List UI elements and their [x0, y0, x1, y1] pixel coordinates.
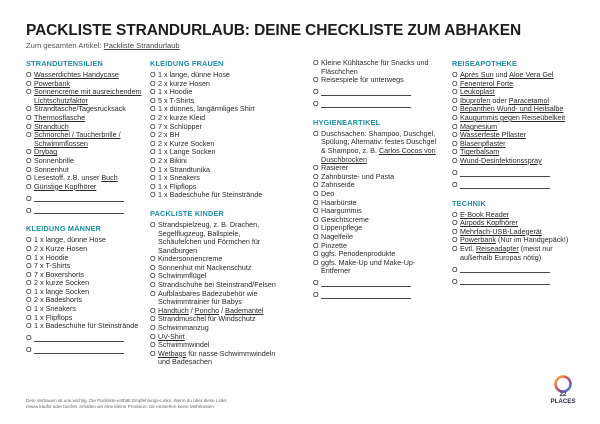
item-link[interactable]: Après Sun: [460, 70, 494, 79]
checklist-item[interactable]: [313, 130, 441, 164]
footer-disclaimer: [26, 398, 306, 410]
item-text: 1 x Hoodie: [34, 252, 69, 262]
checkbox-icon[interactable]: O: [313, 188, 319, 198]
checkbox-icon[interactable]: O: [26, 173, 32, 183]
checkbox-icon[interactable]: O: [150, 288, 156, 298]
item-link[interactable]: Aloe Vera Gel: [509, 70, 554, 79]
checkbox-icon[interactable]: O: [150, 271, 156, 281]
write-in-line[interactable]: [460, 176, 550, 177]
item-text: 1 x Flipflops: [158, 181, 197, 191]
item-text: Strandspielzeug, z. B. Drachen, Segelflugzeug, Ballspiele, Schäufelchen und Förmchen für Sandburgen: [158, 219, 261, 255]
item-text: 1 x Badeschuhe für Steinstrände: [34, 321, 139, 331]
checkbox-icon[interactable]: O: [26, 155, 32, 165]
item-label: [460, 157, 580, 166]
checkbox-icon[interactable]: O: [452, 130, 458, 140]
checkbox-icon[interactable]: O: [26, 269, 32, 279]
item-text: Haarbürste: [321, 197, 357, 207]
checklist-item[interactable]: [150, 221, 278, 255]
item-link[interactable]: Thermosflasche: [34, 112, 86, 122]
item-text: 2 x kurze Hosen: [158, 78, 210, 88]
item-link[interactable]: Wund-Desinfektionsspray: [460, 155, 542, 165]
checkbox-icon[interactable]: O: [452, 218, 458, 228]
checklist-item[interactable]: [313, 76, 441, 85]
blank-entry[interactable]: [452, 274, 580, 286]
item-link[interactable]: Mehrfach-USB-Ladegerät: [460, 226, 542, 236]
checklist-item[interactable]: [150, 350, 278, 367]
checkbox-icon[interactable]: O: [313, 128, 319, 138]
checkbox-icon[interactable]: O: [26, 147, 32, 157]
item-label: [158, 350, 278, 367]
blank-entry[interactable]: [313, 97, 441, 109]
checkbox-icon[interactable]: O: [150, 121, 156, 131]
section-heading: REISEAPOTHEKE: [452, 59, 518, 68]
item-text: und: [493, 70, 510, 79]
blank-entry[interactable]: [313, 85, 441, 97]
item-link[interactable]: Günstige Kopfhörer: [34, 181, 97, 191]
checkbox-icon[interactable]: O: [26, 87, 32, 97]
checkbox-icon[interactable]: O: [313, 223, 319, 233]
item-label: [460, 245, 580, 262]
checkbox-icon[interactable]: O: [313, 231, 319, 241]
item-text: Haargummis: [321, 206, 362, 216]
checkbox-icon[interactable]: O: [452, 276, 458, 286]
item-link[interactable]: Kaugummis gegen Reiseübelkeit: [460, 112, 566, 122]
checkbox-icon[interactable]: O: [150, 219, 156, 229]
item-text: 1 x dünnes, langärmliges Shirt: [158, 104, 255, 114]
checklist-item[interactable]: [26, 322, 154, 331]
item-text: Strandtasche/Tagesrucksack: [34, 104, 126, 114]
item-text: Reisespiele für unterwegs: [321, 75, 404, 85]
item-text: Sonnenbrille: [34, 155, 74, 165]
checkbox-icon[interactable]: O: [150, 104, 156, 114]
section-heading: STRANDUTENSILIEN: [26, 59, 103, 68]
item-text: 1 x Lange Socken: [158, 147, 216, 157]
checklist-item[interactable]: [452, 245, 580, 262]
blank-entry[interactable]: [313, 276, 441, 288]
checkbox-icon[interactable]: O: [26, 278, 32, 288]
checkbox-icon[interactable]: O: [150, 147, 156, 157]
article-link[interactable]: Packliste Strandurlaub: [103, 41, 180, 50]
item-text: Evtl.: [460, 243, 476, 253]
item-link[interactable]: Reiseadapter: [475, 243, 519, 253]
item-label: [34, 131, 154, 148]
checkbox-icon[interactable]: O: [26, 193, 32, 203]
item-label: [158, 290, 278, 307]
item-text: 2 x kurze Kleid: [158, 112, 206, 122]
checkbox-icon[interactable]: O: [313, 171, 319, 181]
checkbox-icon[interactable]: O: [452, 264, 458, 274]
checkbox-icon[interactable]: O: [452, 70, 458, 79]
brand-logo: [548, 374, 578, 414]
item-text: 5 x T-Shirts: [158, 95, 195, 105]
item-text: 7 x T-Shirts: [34, 261, 71, 271]
checkbox-icon[interactable]: O: [26, 286, 32, 296]
checkbox-icon[interactable]: O: [26, 295, 32, 305]
item-text: Strandschuhe bei Steinstrand/Felsen: [158, 280, 276, 290]
write-in-line[interactable]: [321, 95, 411, 96]
blank-entry[interactable]: [26, 331, 154, 343]
item-text: /: [188, 305, 195, 315]
item-link[interactable]: Wasserdichtes Handycase: [34, 70, 119, 79]
item-text: Lesestoff, z.B. unser: [34, 173, 102, 183]
checklist-item[interactable]: [26, 88, 154, 105]
item-text: ggfs. Make-Up und Make-Up-Entferner: [321, 257, 416, 276]
subtitle: [26, 41, 180, 50]
checkbox-icon[interactable]: O: [313, 163, 319, 173]
item-link[interactable]: Wetbags: [158, 348, 187, 358]
checkbox-icon[interactable]: O: [313, 87, 319, 97]
section-spacer: [26, 215, 154, 224]
item-label: [34, 88, 154, 105]
blank-entry[interactable]: [26, 343, 154, 355]
item-text: Zahnbürste- und Pasta: [321, 171, 395, 181]
checkbox-icon[interactable]: O: [452, 167, 458, 177]
checkbox-icon[interactable]: O: [150, 348, 156, 358]
checkbox-icon[interactable]: O: [150, 130, 156, 140]
checkbox-icon[interactable]: O: [452, 78, 458, 88]
checkbox-icon[interactable]: O: [26, 304, 32, 314]
write-in-line[interactable]: [460, 284, 550, 285]
column-2: [150, 59, 278, 367]
checkbox-icon[interactable]: O: [150, 254, 156, 264]
section-heading: KLEIDUNG MÄNNER: [26, 224, 102, 234]
item-label: [34, 322, 154, 331]
item-link[interactable]: Schnorchel / Taucherbrille / Schwimmflossen: [34, 130, 121, 148]
item-label: [321, 130, 441, 164]
item-label: [34, 183, 154, 192]
checkbox-icon[interactable]: O: [26, 312, 32, 322]
item-text: (meist nur außerhalb Europas nötig): [460, 243, 553, 262]
checkbox-icon[interactable]: O: [150, 95, 156, 105]
item-text: Duschsachen: Shampoo, Duschgel, Spülung; Alternativ: festes Duschgel & Shampoo, z. B.: [321, 128, 437, 155]
checkbox-icon[interactable]: O: [26, 104, 32, 114]
blank-entry[interactable]: [452, 262, 580, 274]
checkbox-icon[interactable]: O: [150, 262, 156, 272]
item-text: Sonnenhut mit Nackenschutz: [158, 262, 252, 272]
item-link[interactable]: Strandtuch: [34, 121, 69, 131]
write-in-line[interactable]: [34, 213, 124, 214]
item-text: Kleine Kühltasche für Snacks und Fläschchen: [321, 58, 429, 76]
section-spacer: [313, 109, 441, 118]
checkbox-icon[interactable]: O: [26, 205, 32, 215]
checkbox-icon[interactable]: O: [26, 181, 32, 191]
checkbox-icon[interactable]: O: [452, 138, 458, 148]
checkbox-icon[interactable]: O: [452, 121, 458, 131]
item-text: Schwimmflügel: [158, 271, 207, 281]
item-text: 1 x Sneakers: [158, 173, 200, 183]
checkbox-icon[interactable]: O: [313, 290, 319, 300]
item-link[interactable]: Blasenpflaster: [460, 138, 506, 148]
item-link[interactable]: Handtuch: [158, 305, 189, 315]
write-in-line[interactable]: [321, 298, 411, 299]
item-link[interactable]: Fenenterol Forte: [460, 78, 514, 88]
checkbox-icon[interactable]: O: [452, 179, 458, 189]
item-link[interactable]: Leukoplast: [460, 87, 495, 97]
checkbox-icon[interactable]: O: [26, 164, 32, 174]
checkbox-icon[interactable]: O: [150, 181, 156, 191]
column-4: [452, 59, 580, 286]
section-heading: PACKLISTE KINDER: [150, 208, 225, 218]
item-link[interactable]: Buch: [101, 173, 118, 183]
checkbox-icon[interactable]: O: [26, 345, 32, 355]
item-text: Schwimmanzug: [158, 323, 209, 333]
column-1: [26, 59, 154, 355]
checkbox-icon[interactable]: O: [452, 147, 458, 157]
item-text: 2 x Kurze Socken: [158, 138, 215, 148]
item-text: Strandmuschel für Windschutz: [158, 314, 256, 324]
footer-line: Dein Vertrauen ist uns wichtig. Die Packliste enthält Empfehlungs-Links. Wenn du über diese Links: [26, 398, 227, 403]
write-in-line[interactable]: [34, 201, 124, 202]
item-text: 7 x Schlüpper: [158, 121, 202, 131]
item-text: Deo: [321, 188, 335, 198]
item-text: 2 x kurze Socken: [34, 278, 90, 288]
item-text: Rasierer: [321, 163, 349, 173]
section-spacer: [452, 190, 580, 199]
checklist-item[interactable]: [150, 191, 278, 200]
item-text: für nasse Schwimmwindeln und Badesachen: [158, 348, 276, 367]
item-text: 1 x Badeschuhe für Steinstrände: [158, 190, 263, 200]
item-link[interactable]: Powerbank: [34, 78, 70, 88]
checkbox-icon[interactable]: O: [26, 130, 32, 140]
checkbox-icon[interactable]: O: [150, 280, 156, 290]
checkbox-icon[interactable]: O: [150, 87, 156, 97]
item-link[interactable]: Carlos Cocos von Duschbrocken: [321, 145, 436, 164]
blank-entry[interactable]: [452, 178, 580, 190]
checklist-item[interactable]: [452, 157, 580, 166]
item-text: 1 x Sneakers: [34, 304, 76, 314]
page-title: PACKLISTE STRANDURLAUB: DEINE CHECKLISTE ZUM ABHAKEN: [26, 22, 522, 39]
checkbox-icon[interactable]: O: [313, 214, 319, 224]
item-link[interactable]: UV-Shirt: [158, 331, 185, 341]
section-heading: HYGIENEARTIKEL: [313, 117, 381, 127]
checkbox-icon[interactable]: O: [313, 99, 319, 109]
item-text: 7 x Boxershorts: [34, 269, 84, 279]
logo-text: [548, 392, 578, 405]
item-link[interactable]: Drybag: [34, 147, 58, 157]
checkbox-icon[interactable]: O: [150, 78, 156, 88]
item-link[interactable]: Tigerbalsam: [460, 147, 500, 157]
checkbox-icon[interactable]: O: [313, 58, 319, 67]
subtitle-prefix: Zum gesamten Artikel:: [26, 41, 104, 50]
item-link[interactable]: Bepanthen Wund- und Heilsalbe: [460, 104, 564, 114]
checkbox-icon[interactable]: O: [313, 257, 319, 267]
checkbox-icon[interactable]: O: [452, 104, 458, 114]
item-label: [321, 181, 441, 190]
write-in-line[interactable]: [34, 341, 124, 342]
checkbox-icon[interactable]: O: [26, 235, 32, 245]
item-link[interactable]: E-Book Reader: [460, 209, 510, 219]
checkbox-icon[interactable]: O: [26, 321, 32, 331]
checkbox-icon[interactable]: O: [313, 180, 319, 190]
checkbox-icon[interactable]: O: [150, 340, 156, 350]
checkbox-icon[interactable]: O: [150, 314, 156, 324]
checkbox-icon[interactable]: O: [26, 78, 32, 88]
item-text: Zahnseide: [321, 180, 355, 190]
checkbox-icon[interactable]: O: [150, 173, 156, 183]
item-link[interactable]: Poncho: [194, 305, 220, 315]
checkbox-icon[interactable]: O: [150, 323, 156, 333]
checkbox-icon[interactable]: O: [26, 243, 32, 253]
checkbox-icon[interactable]: O: [150, 70, 156, 79]
item-text: Schwimmwindel: [158, 340, 210, 350]
section-heading: TECHNIK: [452, 198, 486, 208]
item-text: 2 x Bikini: [158, 155, 187, 165]
item-text: Nagelfeile: [321, 231, 353, 241]
blank-entry[interactable]: [452, 166, 580, 178]
checkbox-icon[interactable]: O: [313, 240, 319, 250]
item-text: Gesichtscreme: [321, 214, 369, 224]
item-text: ggfs. Periodenprodukte: [321, 249, 396, 259]
item-text: 2 x Badeshorts: [34, 295, 82, 305]
checkbox-icon[interactable]: O: [313, 278, 319, 288]
checklist-item[interactable]: [313, 59, 441, 76]
checkbox-icon[interactable]: O: [150, 138, 156, 148]
item-text: 2 x BH: [158, 130, 180, 140]
item-label: [158, 221, 278, 255]
write-in-line[interactable]: [460, 272, 550, 273]
item-text: oder: [490, 95, 509, 105]
checkbox-icon[interactable]: O: [452, 226, 458, 236]
section-heading: KLEIDUNG FRAUEN: [150, 59, 224, 68]
item-text: Kindersonnencreme: [158, 254, 223, 264]
item-text: 1 x lange, dünne Hose: [34, 235, 106, 245]
item-link[interactable]: Magnesium: [460, 121, 498, 131]
item-text: 1 x Hoodie: [158, 87, 193, 97]
item-text: Pinzette: [321, 240, 347, 250]
item-text: Aufblasbares Badezubehör wie Schwimmtrainer für Babys: [158, 288, 258, 307]
checkbox-icon[interactable]: O: [150, 305, 156, 315]
item-link[interactable]: Powerbank: [460, 235, 496, 245]
write-in-line[interactable]: [34, 353, 124, 354]
item-text: 1 x Flipflops: [34, 312, 73, 322]
logo-line: 22: [559, 391, 567, 398]
item-label: [158, 191, 278, 200]
item-text: 1 x lange Socken: [34, 286, 90, 296]
checkbox-icon[interactable]: O: [26, 252, 32, 262]
checkbox-icon[interactable]: O: [313, 249, 319, 259]
checkbox-icon[interactable]: O: [150, 164, 156, 174]
checkbox-icon[interactable]: O: [150, 190, 156, 200]
checkbox-icon[interactable]: O: [313, 197, 319, 207]
checkbox-icon[interactable]: O: [26, 70, 32, 79]
item-text: Lippenpflege: [321, 223, 363, 233]
checkbox-icon[interactable]: O: [313, 206, 319, 216]
write-in-line[interactable]: [321, 107, 411, 108]
item-text: (Nur im Handgepäck!): [495, 235, 569, 245]
blank-entry[interactable]: [26, 203, 154, 215]
item-link[interactable]: Sonnencreme mit ausreichendem Lichtschutzfaktor: [34, 87, 142, 105]
checkbox-icon[interactable]: O: [150, 112, 156, 122]
checkbox-icon[interactable]: O: [452, 243, 458, 253]
item-link[interactable]: Paracetamol: [508, 95, 550, 105]
blank-entry[interactable]: [26, 191, 154, 203]
checkbox-icon[interactable]: O: [26, 333, 32, 343]
item-link[interactable]: Ibuprofen: [460, 95, 491, 105]
checklist-item[interactable]: [313, 259, 441, 276]
checklist-item[interactable]: [26, 131, 154, 148]
item-label: [321, 259, 441, 276]
item-link[interactable]: Bademantel: [225, 305, 264, 315]
footer-line: etwas kaufst oder buchst, erhalten wir eine kleine Provision. Dir entstehen keine Mehrkosten.: [26, 404, 216, 409]
checkbox-icon[interactable]: O: [313, 75, 319, 85]
checkbox-icon[interactable]: O: [452, 235, 458, 245]
item-text: 1 x Strandtunika: [158, 164, 210, 174]
checkbox-icon[interactable]: O: [452, 95, 458, 105]
item-text: Sonnenhut: [34, 164, 69, 174]
item-label: [321, 76, 441, 85]
checkbox-icon[interactable]: O: [452, 112, 458, 122]
checkbox-icon[interactable]: O: [150, 155, 156, 165]
section-spacer: [150, 200, 278, 209]
item-label: [321, 59, 441, 76]
checkbox-icon[interactable]: O: [26, 112, 32, 122]
checklist-item[interactable]: [26, 183, 154, 192]
write-in-line[interactable]: [321, 286, 411, 287]
write-in-line[interactable]: [460, 188, 550, 189]
item-link[interactable]: Wasserfeste Pflaster: [460, 130, 527, 140]
logo-line: PLACES: [550, 397, 576, 405]
checkbox-icon[interactable]: O: [26, 261, 32, 271]
checkbox-icon[interactable]: O: [452, 87, 458, 97]
checkbox-icon[interactable]: O: [26, 121, 32, 131]
item-text: 2 x Kurze Hosen: [34, 243, 88, 253]
blank-entry[interactable]: [313, 288, 441, 300]
item-link[interactable]: Airpods Kopfhörer: [460, 218, 518, 228]
item-text: /: [219, 305, 226, 315]
column-3: [313, 59, 441, 300]
checklist-item[interactable]: [150, 290, 278, 307]
checkbox-icon[interactable]: O: [452, 155, 458, 165]
item-text: 1 x lange, dünne Hose: [158, 70, 230, 79]
checkbox-icon[interactable]: O: [452, 209, 458, 219]
checkbox-icon[interactable]: O: [150, 331, 156, 341]
